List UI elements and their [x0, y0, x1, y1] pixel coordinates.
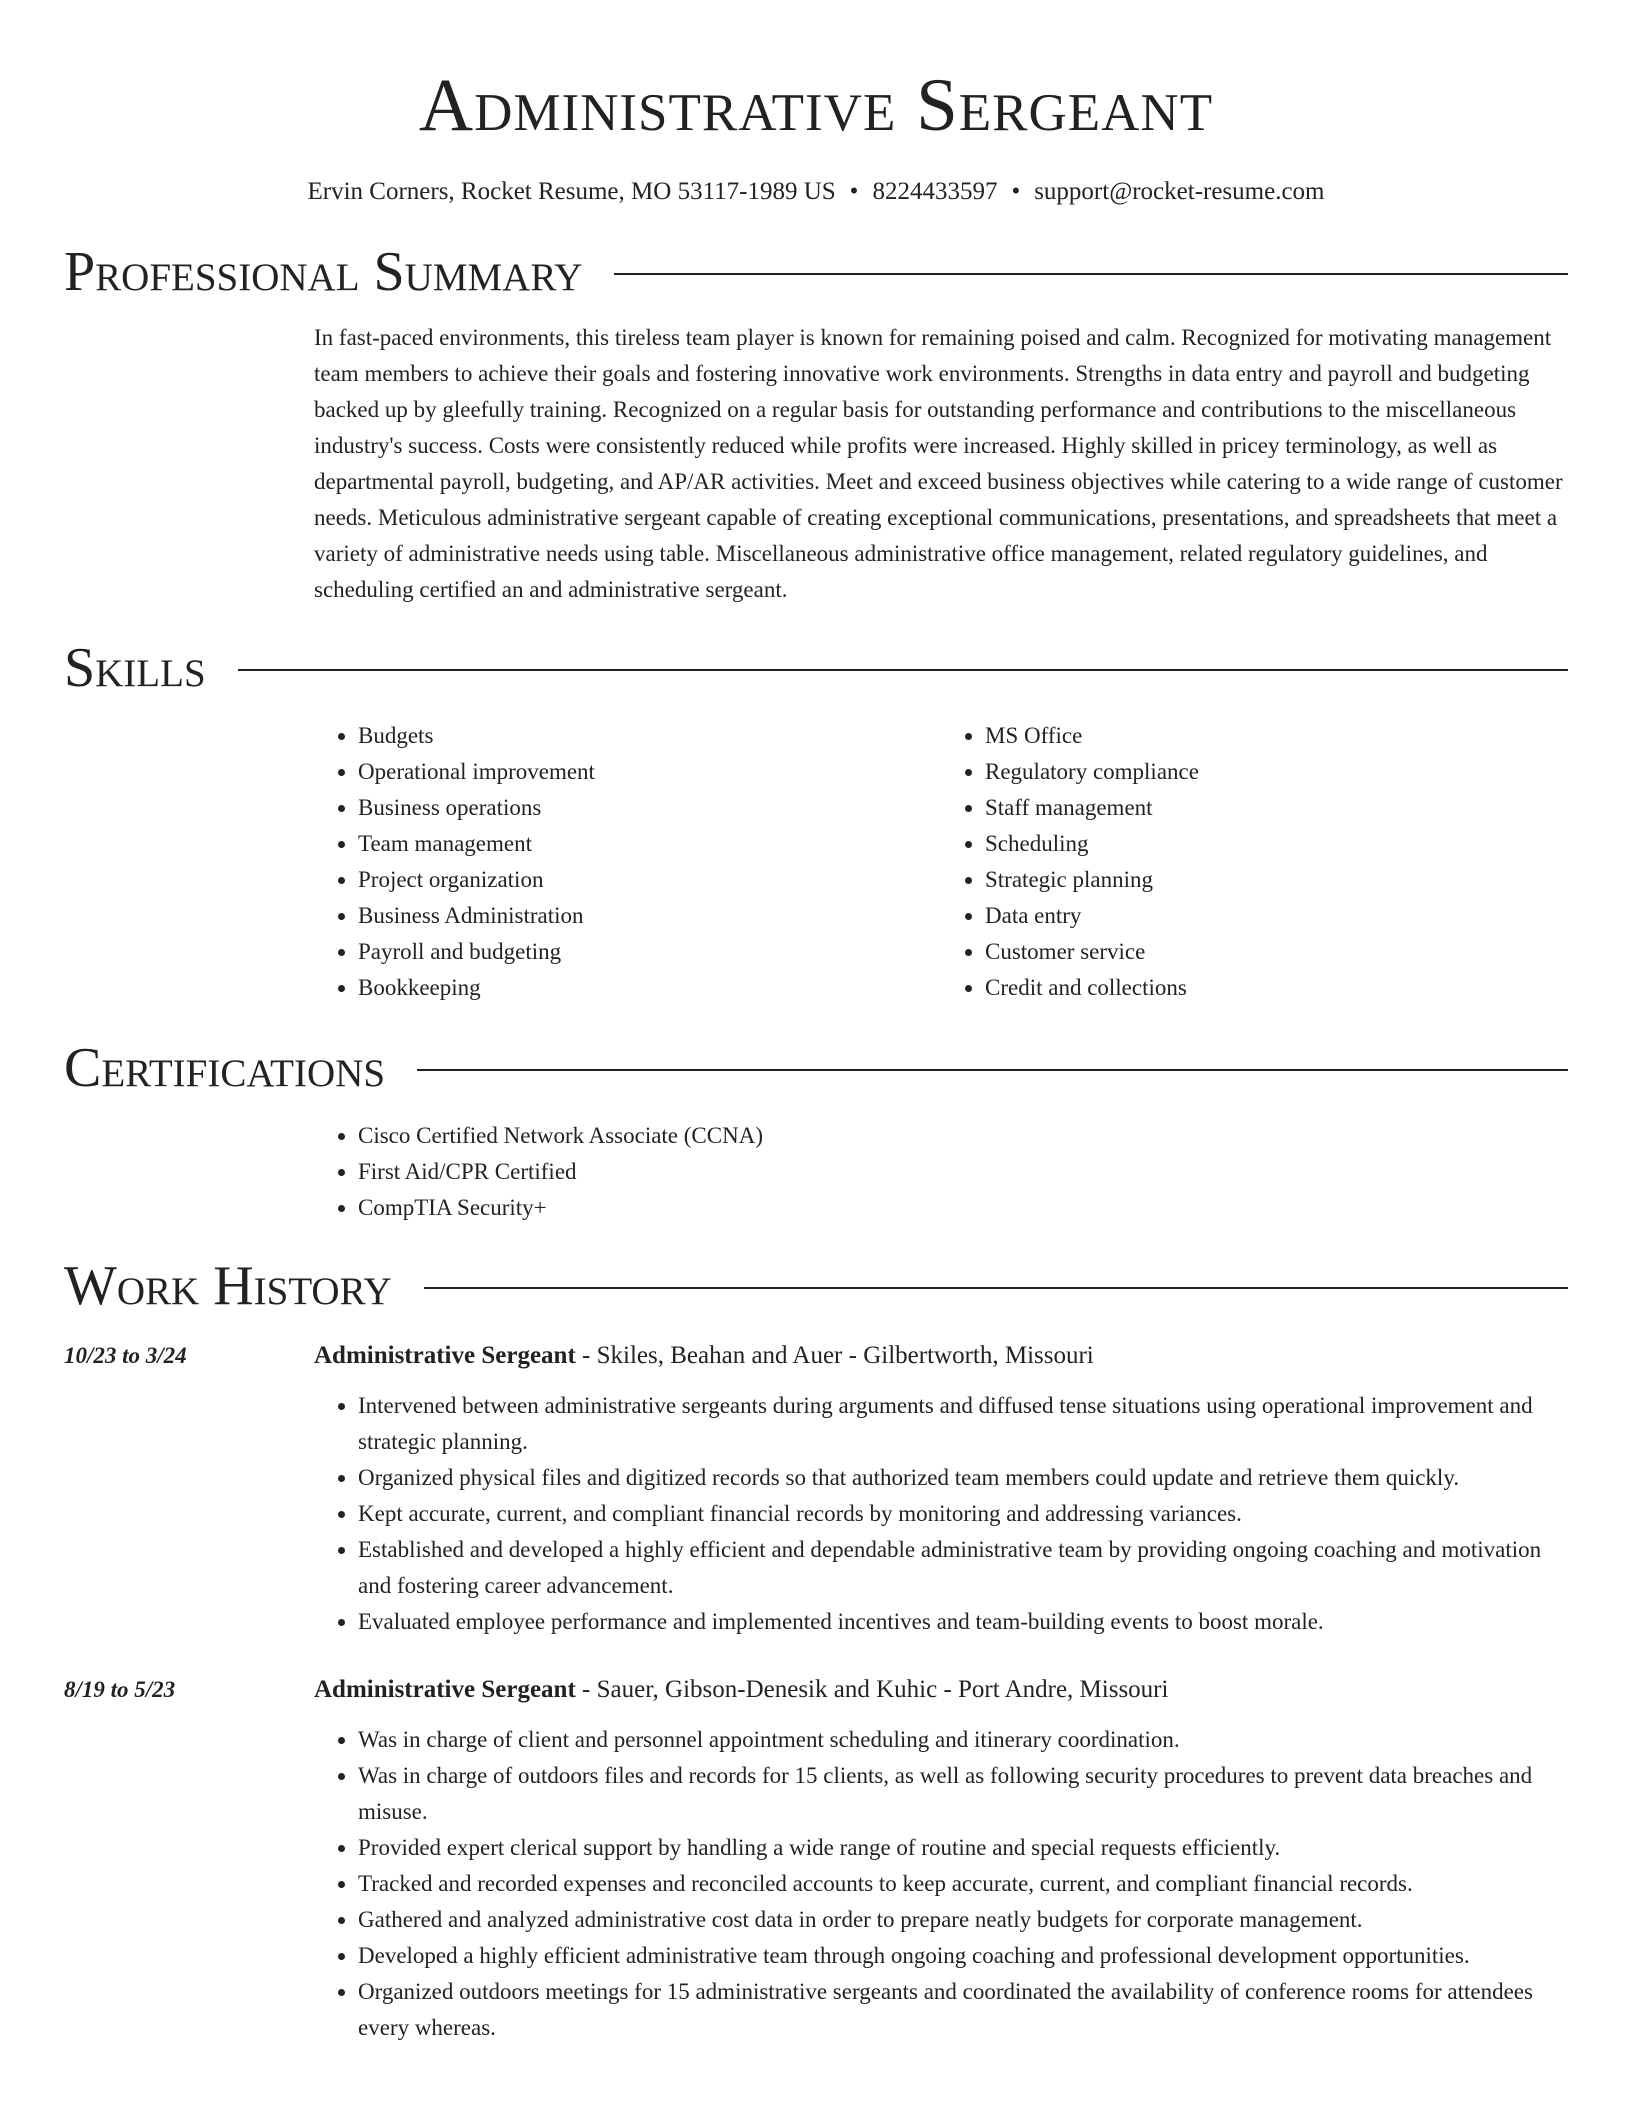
skill-item: • Bookkeeping — [358, 970, 941, 1006]
skill-item: • Business Administration — [358, 898, 941, 934]
job-bullet: • Organized outdoors meetings for 15 administrative sergeants and coordinated the availability of conference rooms for attendees every whereas. — [358, 1974, 1568, 2046]
work-history-section-header — [64, 1254, 1568, 1318]
section-divider — [614, 273, 1568, 275]
job-bullet: • Tracked and recorded expenses and reconciled accounts to keep accurate, current, and compliant financial records. — [358, 1866, 1568, 1902]
job-employer: - Skiles, Beahan and Auer - Gilbertworth, Missouri — [575, 1342, 1094, 1369]
skill-item: • Credit and collections — [985, 970, 1568, 1006]
skill-item: • Operational improvement — [358, 754, 941, 790]
job-bullet: • Was in charge of client and personnel appointment scheduling and itinerary coordination. — [358, 1722, 1568, 1758]
certification-item: • Cisco Certified Network Associate (CCNA) — [358, 1118, 1568, 1154]
summary-section-header — [64, 240, 1568, 304]
contact-address: Ervin Corners, Rocket Resume, MO 53117-1989 US — [307, 178, 836, 205]
contact-separator: • — [1011, 178, 1021, 205]
certification-item: • CompTIA Security+ — [358, 1190, 1568, 1226]
skill-item: • Payroll and budgeting — [358, 934, 941, 970]
skill-item: • Staff management — [985, 790, 1568, 826]
certification-item: • First Aid/CPR Certified — [358, 1154, 1568, 1190]
job-bullet: • Was in charge of outdoors files and records for 15 clients, as well as following security procedures to prevent data breaches and misuse. — [358, 1758, 1568, 1830]
job-bullets — [314, 1388, 1568, 1640]
section-divider — [238, 669, 1568, 671]
certifications-list — [314, 1118, 1568, 1226]
skill-item: • Budgets — [358, 718, 941, 754]
resume-name: Administrative Sergeant — [418, 64, 1214, 147]
job-title: Administrative Sergeant — [314, 1676, 576, 1703]
skills-section-header — [64, 636, 1568, 700]
contact-separator: • — [849, 178, 859, 205]
job-bullet: • Established and developed a highly efficient and dependable administrative team by providing ongoing coaching and motivation and fostering career advancement. — [358, 1532, 1568, 1604]
skill-item: • Business operations — [358, 790, 941, 826]
job-bullet: • Organized physical files and digitized records so that authorized team members could update and retrieve them quickly. — [358, 1460, 1568, 1496]
job-bullet: • Kept accurate, current, and compliant financial records by monitoring and addressing variances. — [358, 1496, 1568, 1532]
work-history-heading: Work History — [64, 1255, 392, 1317]
job-entry — [64, 1672, 1568, 2046]
job-bullets — [314, 1722, 1568, 2046]
skill-item: • Customer service — [985, 934, 1568, 970]
job-main — [314, 1672, 1568, 2046]
certifications-section-header — [64, 1036, 1568, 1100]
certifications-heading: Certifications — [64, 1037, 386, 1099]
job-bullet: • Gathered and analyzed administrative cost data in order to prepare neatly budgets for corporate management. — [358, 1902, 1568, 1938]
job-bullet: • Intervened between administrative sergeants during arguments and diffused tense situations using operational improvement and strategic planning. — [358, 1388, 1568, 1460]
skill-item: • Team management — [358, 826, 941, 862]
summary-text: In fast-paced environments, this tireless team player is known for remaining poised and calm. Recognized for motivating management team members to achieve their goals and fostering innovative work environments. Strengths in data entry and payroll and budgeting backed up by gleefully training. Recognized on a regular basis for outstanding performance and contributions to the miscellaneous industry's success. Costs were consistently reduced while profits were increased. Highly skilled in pricey terminology, as well as departmental payroll, budgeting, and AP/AR activities. Meet and exceed business objectives while catering to a wide range of customer needs. Meticulous administrative sergeant capable of creating exceptional communications, presentations, and spreadsheets that meet a variety of administrative needs using table. Miscellaneous administrative office management, related regulatory guidelines, and scheduling certified an and administrative sergeant. — [314, 325, 1563, 602]
skill-item: • Strategic planning — [985, 862, 1568, 898]
section-divider — [424, 1287, 1568, 1289]
skill-item: • Data entry — [985, 898, 1568, 934]
job-entry — [64, 1338, 1568, 1640]
job-title-line — [314, 1672, 1568, 1708]
job-main — [314, 1338, 1568, 1640]
job-dates: 8/19 to 5/23 — [64, 1677, 176, 1702]
skills-left-column — [314, 718, 941, 1006]
skill-item: • Regulatory compliance — [985, 754, 1568, 790]
skill-item: • Project organization — [358, 862, 941, 898]
job-employer: - Sauer, Gibson-Denesik and Kuhic - Port Andre, Missouri — [575, 1676, 1169, 1703]
job-bullet: • Developed a highly efficient administrative team through ongoing coaching and professional development opportunities. — [358, 1938, 1568, 1974]
job-bullet: • Evaluated employee performance and implemented incentives and team-building events to boost morale. — [358, 1604, 1568, 1640]
job-dates: 10/23 to 3/24 — [64, 1343, 187, 1368]
contact-phone: 8224433597 — [872, 178, 998, 205]
summary-heading: Professional Summary — [64, 241, 583, 303]
skills-right-column — [941, 718, 1568, 1006]
skills-grid — [314, 718, 1568, 1006]
skill-item: • MS Office — [985, 718, 1568, 754]
job-title-line — [314, 1338, 1568, 1374]
section-divider — [417, 1069, 1568, 1071]
contact-email: support@rocket-resume.com — [1034, 178, 1325, 205]
skill-item: • Scheduling — [985, 826, 1568, 862]
skills-heading: Skills — [64, 637, 206, 699]
job-title: Administrative Sergeant — [314, 1342, 576, 1369]
contact-line — [64, 174, 1568, 210]
job-bullet: • Provided expert clerical support by handling a wide range of routine and special requests efficiently. — [358, 1830, 1568, 1866]
